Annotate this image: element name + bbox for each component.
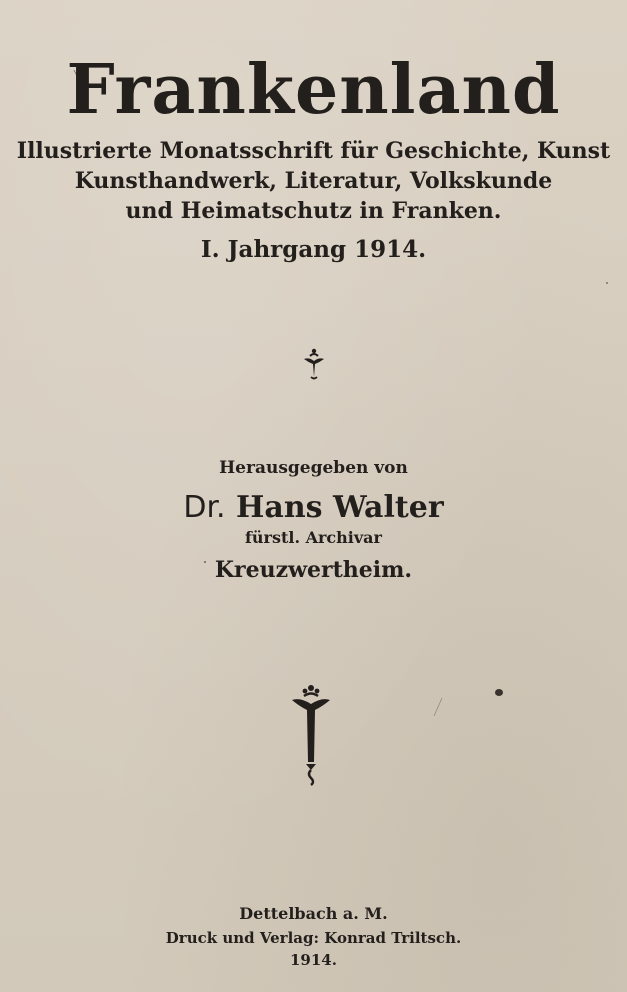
ink-speck [606, 282, 608, 284]
ink-speck [204, 561, 206, 563]
fleuron-ornament-icon [300, 347, 328, 381]
subtitle-line-1: Illustrierte Monatsschrift für Geschichte, Kunst [16, 138, 611, 164]
ink-speck [495, 689, 503, 696]
editor-name [0, 488, 627, 528]
volume-year: I. Jahrgang 1914. [200, 236, 427, 263]
subtitle-line-3: und Heimatschutz in Franken. [125, 198, 502, 224]
editor-fullname: Hans Walter [236, 490, 444, 525]
editor-role: fürstl. Archivar [245, 528, 382, 547]
tall-fleuron-ornament-icon [290, 682, 332, 786]
edited-by-label: Herausgegeben von [219, 458, 408, 478]
imprint-year: 1914. [290, 951, 337, 969]
imprint-printer: Druck und Verlag: Konrad Triltsch. [165, 929, 462, 947]
imprint-city: Dettelbach a. M. [239, 904, 388, 923]
journal-title: Frankenland [66, 50, 561, 130]
subtitle-line-2: Kunsthandwerk, Literatur, Volkskunde [74, 168, 553, 194]
editor-title: Dr. [183, 490, 226, 525]
editor-place: Kreuzwertheim. [214, 557, 413, 583]
paper-scratch-mark [432, 697, 444, 717]
